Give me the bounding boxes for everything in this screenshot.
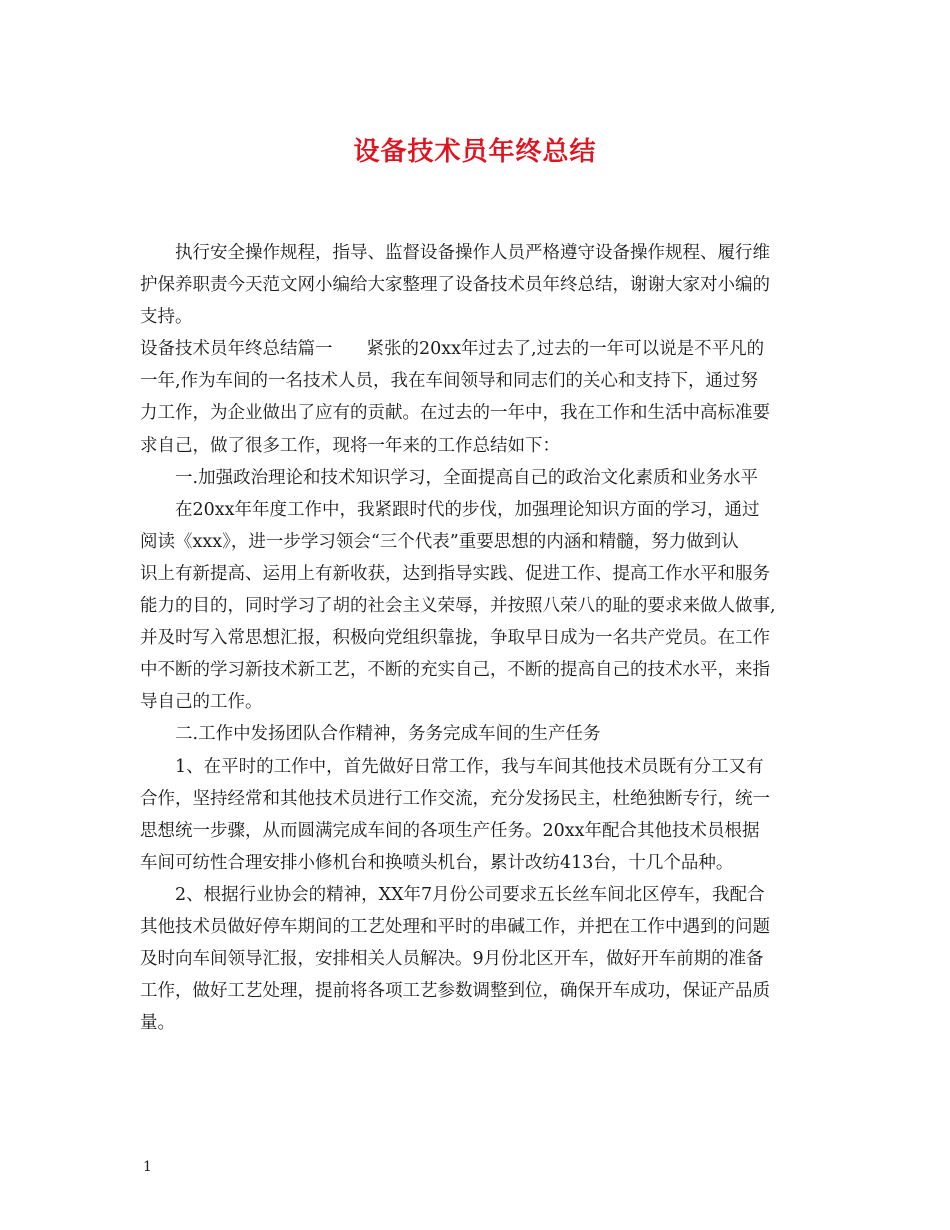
paragraph-line: 护保养职责今天范文网小编给大家整理了设备技术员年终总结，谢谢大家对小编的 — [140, 275, 770, 296]
paragraph-line: 力工作，为企业做出了应有的贡献。在过去的一年中，我在工作和生活中高标准要 — [140, 403, 770, 424]
paragraph-line: 执行安全操作规程，指导、监督设备操作人员严格遵守设备操作规程、履行维 — [175, 243, 770, 263]
paragraph-line: 车间可纺性合理安排小修机台和换喷头机台，累计改纺413台，十几个品种。 — [140, 852, 734, 873]
section-heading: 二.工作中发扬团队合作精神，务务完成车间的生产任务 — [175, 724, 601, 745]
paragraph-line: 1、在平时的工作中，首先做好日常工作，我与车间其他技术员既有分工又有 — [175, 756, 764, 777]
document-body — [140, 237, 820, 1039]
paragraph-line: 中不断的学习新技术新工艺，不断的充实自己，不断的提高自己的技术水平，来指 — [140, 660, 770, 681]
document-title: 设备技术员年终总结 — [353, 137, 597, 167]
paragraph-line: 合作，坚持经常和其他技术员进行工作交流，充分发扬民主，杜绝独断专行，统一 — [140, 788, 770, 809]
paragraph-line: 并及时写入常思想汇报，积极向党组织靠拢，争取早日成为一名共产党员。在工作 — [140, 628, 770, 649]
page-number: 1 — [143, 1159, 152, 1175]
paragraph-line: 导自己的工作。 — [140, 692, 263, 713]
section-heading-line — [140, 333, 820, 365]
paragraph-line: 量。 — [140, 1013, 175, 1034]
section-heading: 一.加强政治理论和技术知识学习，全面提高自己的政治文化素质和业务水平 — [175, 467, 759, 488]
paragraph-line: 能力的目的，同时学习了胡的社会主义荣辱，并按照八荣八的耻的要求来做人做事, — [140, 596, 776, 617]
paragraph-line: 求自己，做了很多工作，现将一年来的工作总结如下： — [140, 435, 560, 456]
paragraph-line: 识上有新提高、运用上有新收获，达到指导实践、促进工作、提高工作水平和服务 — [140, 563, 770, 584]
article-heading: 设备技术员年终总结篇一 — [140, 339, 333, 360]
paragraph-text: 紧张的20xx年过去了,过去的一年可以说是不平凡的 — [366, 339, 765, 360]
paragraph-line: 支持。 — [140, 307, 193, 328]
paragraph-line: 2、根据行业协会的精神，XX年7月份公司要求五长丝车间北区停车，我配合 — [175, 884, 765, 905]
paragraph-line: 一年,作为车间的一名技术人员，我在车间领导和同志们的关心和支持下，通过努 — [140, 371, 759, 392]
paragraph-line: 在20xx年年度工作中，我紧跟时代的步伐，加强理论知识方面的学习，通过 — [175, 499, 760, 520]
paragraph-line: 其他技术员做好停车期间的工艺处理和平时的串碱工作，并把在工作中遇到的问题 — [140, 916, 770, 937]
paragraph-line: 阅读《xxx》，进一步学习领会“三个代表”重要思想的内涵和精髓，努力做到认 — [140, 531, 739, 552]
paragraph-line: 及时向车间领导汇报，安排相关人员解决。9月份北区开车，做好开车前期的准备 — [140, 949, 764, 970]
paragraph-line: 工作，做好工艺处理，提前将各项工艺参数调整到位，确保开车成功，保证产品质 — [140, 981, 770, 1002]
paragraph-line: 思想统一步骤，从而圆满完成车间的各项生产任务。20xx年配合其他技术员根据 — [140, 820, 760, 841]
